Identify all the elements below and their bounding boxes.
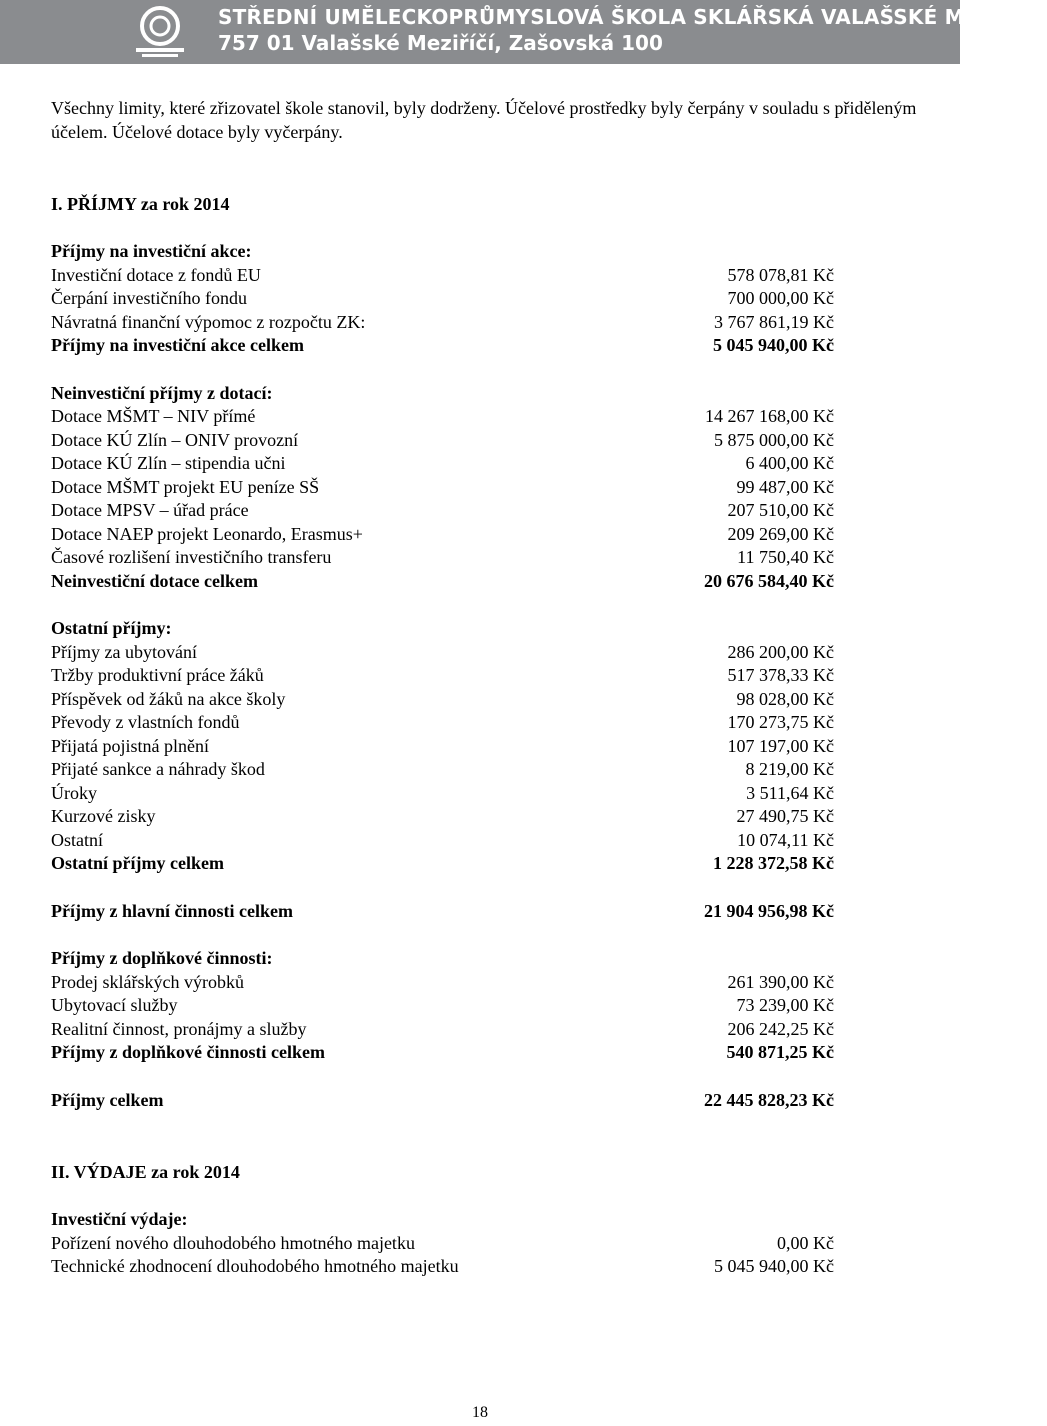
table-row: Investiční dotace z fondů EU 578 078,81 Kč	[51, 264, 834, 285]
table-row: Návratná finanční výpomoc z rozpočtu ZK: 3 767 861,19 Kč	[51, 311, 834, 332]
table-row: Prodej sklářských výrobků 261 390,00 Kč	[51, 971, 834, 992]
school-address: 757 01 Valašské Meziříčí, Zašovská 100	[218, 31, 663, 55]
table-row: Dotace MPSV – úřad práce 207 510,00 Kč	[51, 500, 834, 520]
school-logo-icon	[130, 4, 190, 60]
table-row: Převody z vlastních fondů 170 273,75 Kč	[51, 712, 834, 732]
total-row: Příjmy z doplňkové činnosti celkem 540 871,25 Kč	[51, 1042, 834, 1062]
table-row: Pořízení nového dlouhodobého hmotného majetku 0,00 Kč	[51, 1232, 834, 1253]
school-name: STŘEDNÍ UMĚLECKOPRŮMYSLOVÁ ŠKOLA SKLÁŘSKÁ VALAŠSKÉ MEZIŘÍČÍ	[218, 5, 1047, 29]
table-row: Ostatní 10 074,11 Kč	[51, 829, 834, 850]
section-investment-income	[51, 240, 841, 358]
page-number: 18	[472, 1404, 488, 1421]
table-row: Dotace MŠMT – NIV přímé 14 267 168,00 Kč	[51, 406, 834, 426]
total-row: Ostatní příjmy celkem 1 228 372,58 Kč	[51, 853, 834, 873]
table-row: Technické zhodnocení dlouhodobého hmotného majetku 5 045 940,00 Kč	[51, 1256, 834, 1276]
section-income-total	[51, 1089, 841, 1113]
table-row: Příjmy za ubytování 286 200,00 Kč	[51, 641, 834, 662]
section-supplementary-income	[51, 947, 841, 1065]
table-row: Tržby produktivní práce žáků 517 378,33 Kč	[51, 665, 834, 685]
section-title: Příjmy na investiční akce:	[51, 241, 252, 261]
document-body	[51, 96, 917, 1279]
table-row: Dotace MŠMT projekt EU peníze SŠ 99 487,00 Kč	[51, 476, 834, 497]
table-row: Dotace NAEP projekt Leonardo, Erasmus+ 209 269,00 Kč	[51, 523, 834, 544]
expenses-heading: II. VÝDAJE za rok 2014	[51, 1162, 240, 1182]
page-header	[0, 0, 1047, 64]
table-row: Realitní činnost, pronájmy a služby 206 242,25 Kč	[51, 1018, 834, 1039]
total-row: Příjmy na investiční akce celkem 5 045 940,00 Kč	[51, 335, 834, 355]
section-title: Neinvestiční příjmy z dotací:	[51, 382, 273, 403]
table-row: Časové rozlišení investičního transferu 11 750,40 Kč	[51, 547, 834, 567]
table-row: Čerpání investičního fondu 700 000,00 Kč	[51, 288, 834, 308]
section-title: Příjmy z doplňkové činnosti:	[51, 948, 273, 968]
section-title: Investiční výdaje:	[51, 1209, 188, 1229]
intro-paragraph: Všechny limity, které zřizovatel škole stanovil, byly dodrženy. Účelové prostředky byly čerpány v souladu s přiděleným účelem. Účelové dotace byly vyčerpány.	[51, 98, 917, 142]
table-row: Příspěvek od žáků na akce školy 98 028,00 Kč	[51, 688, 834, 709]
table-row: Dotace KÚ Zlín – stipendia učni 6 400,00 Kč	[51, 453, 834, 473]
total-row: Příjmy z hlavní činnosti celkem 21 904 956,98 Kč	[51, 900, 834, 921]
section-main-activity-total	[51, 900, 841, 924]
section-noninvestment-subsidies	[51, 382, 841, 594]
table-row: Ubytovací služby 73 239,00 Kč	[51, 995, 834, 1015]
table-row: Kurzové zisky 27 490,75 Kč	[51, 806, 834, 826]
table-row: Přijatá pojistná plnění 107 197,00 Kč	[51, 735, 834, 756]
section-investment-expenses	[51, 1208, 841, 1279]
income-heading: I. PŘÍJMY za rok 2014	[51, 194, 230, 214]
table-row: Dotace KÚ Zlín – ONIV provozní 5 875 000,00 Kč	[51, 429, 834, 450]
section-title: Ostatní příjmy:	[51, 618, 172, 638]
section-other-income	[51, 617, 841, 876]
table-row: Úroky 3 511,64 Kč	[51, 782, 834, 803]
header-text	[218, 4, 1047, 56]
grand-total-row: Příjmy celkem 22 445 828,23 Kč	[51, 1089, 834, 1110]
table-row: Přijaté sankce a náhrady škod 8 219,00 Kč	[51, 759, 834, 779]
total-row: Neinvestiční dotace celkem 20 676 584,40 Kč	[51, 570, 834, 591]
